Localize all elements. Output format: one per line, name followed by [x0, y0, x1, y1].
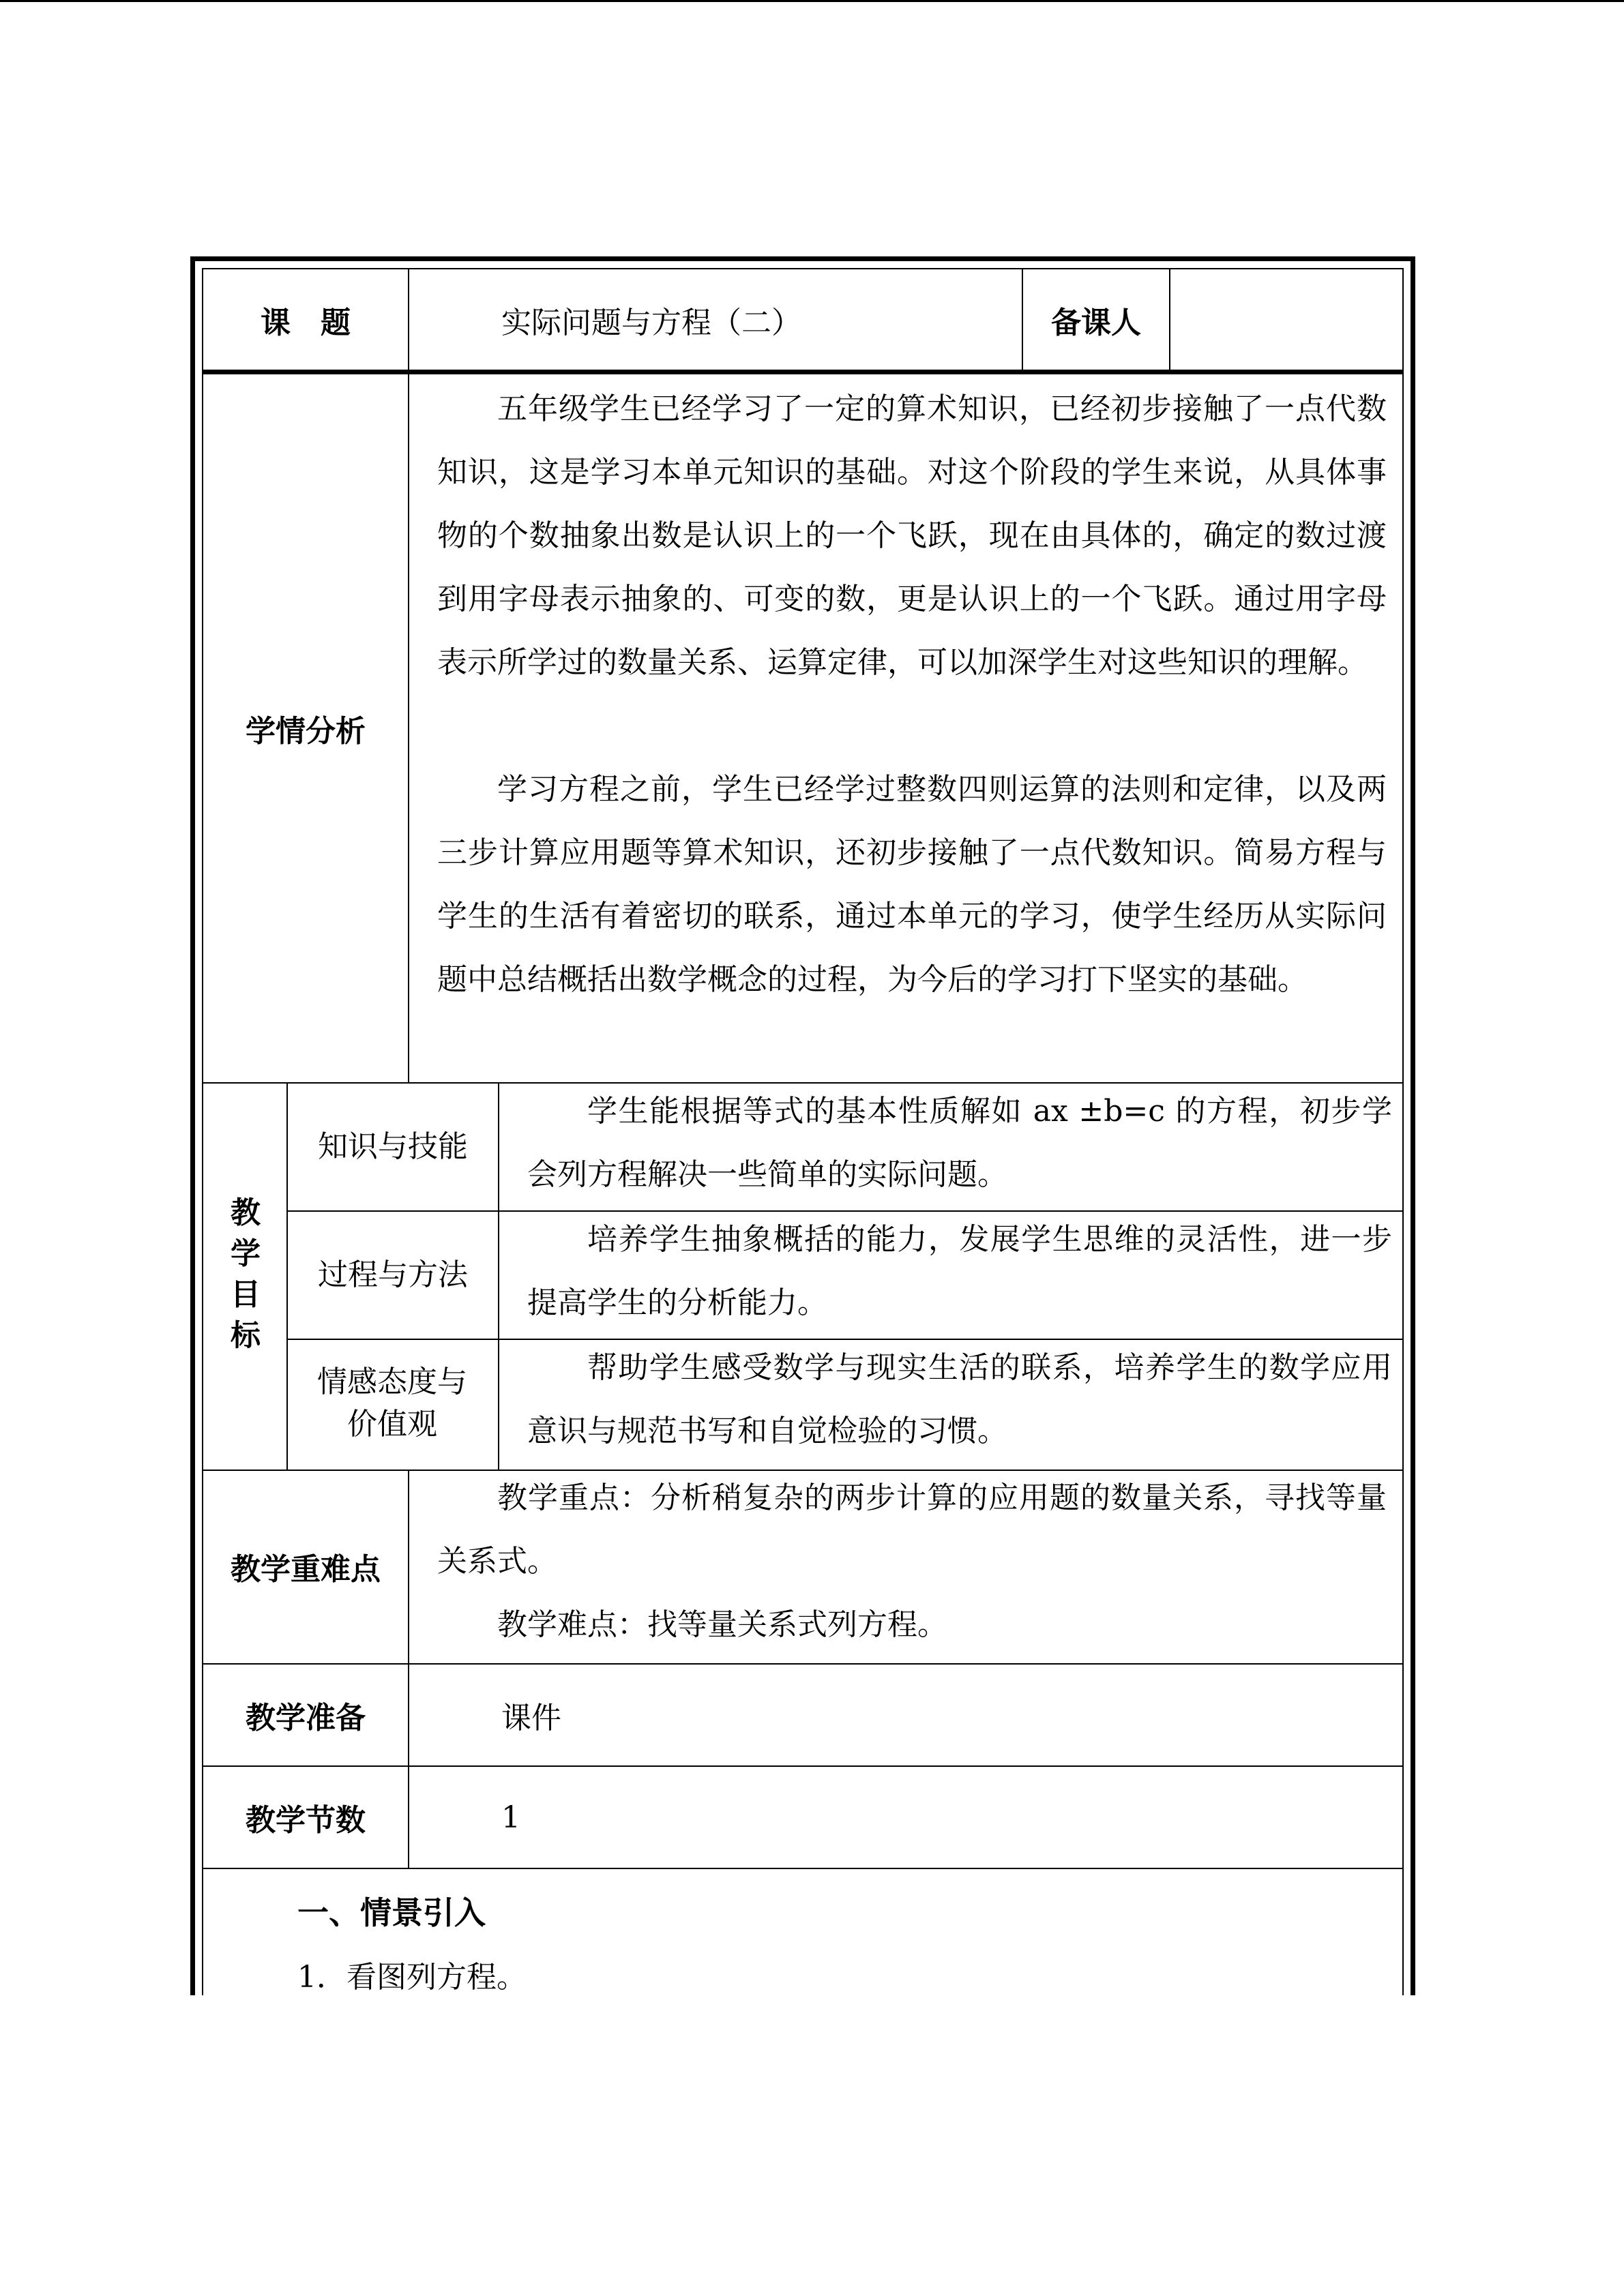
divider: [498, 1084, 499, 1470]
sessions-label: 教学节数: [246, 1803, 366, 1838]
goal-label-process: 过程与方法: [318, 1257, 468, 1292]
goal-label-knowledge: 知识与技能: [318, 1129, 468, 1164]
process-item-1: 1．看图列方程。: [297, 1960, 527, 1995]
goal-text-knowledge: 学生能根据等式的基本性质解如 ax ±b=c 的方程，初步学会列方程解决一些简单的实际问题。: [527, 1094, 1392, 1192]
key-points-label: 教学重难点: [231, 1552, 381, 1587]
lesson-plan-table-inner: [202, 268, 1404, 1995]
teaching-goals-label: 教学目标: [231, 1195, 261, 1353]
divider: [408, 269, 409, 370]
lesson-plan-table: [190, 256, 1415, 1995]
student-analysis-paragraph-1: 五年级学生已经学习了一定的算术知识，已经初步接触了一点代数知识，这是学习本单元知识的基础。对这个阶段的学生来说，从具体事物的个数抽象出数是认识上的一个飞跃，现在由具体的，确定的数过渡到用字母表示抽象的、可变的数，更是认识上的一个飞跃。通过用字母表示所学过的数量关系、运算定律，可以加深学生对这些知识的理解。: [437, 391, 1387, 680]
preparer-value: [1179, 269, 1397, 370]
row-rule: [203, 1868, 1402, 1869]
divider: [408, 1665, 409, 1765]
key-points-focus: 教学重点：分析稍复杂的两步计算的应用题的数量关系，寻找等量关系式。: [437, 1480, 1387, 1579]
header-bottom-rule: [203, 370, 1402, 374]
divider: [408, 1471, 409, 1663]
key-points-difficulty: 教学难点：找等量关系式列方程。: [497, 1607, 947, 1642]
goal-text-attitude: 帮助学生感受数学与现实生活的联系，培养学生的数学应用意识与规范书写和自觉检验的习惯。: [527, 1350, 1392, 1448]
divider: [1169, 269, 1170, 370]
preparation-label: 教学准备: [246, 1701, 366, 1735]
preparer-label: 备课人: [1051, 305, 1141, 340]
student-analysis-label: 学情分析: [246, 714, 366, 749]
preparation-value: 课件: [501, 1701, 561, 1735]
topic-value: 实际问题与方程（二）: [501, 305, 801, 340]
sessions-value: 1: [501, 1800, 520, 1835]
divider: [408, 374, 409, 1082]
divider: [408, 1767, 409, 1868]
process-heading: 一、情景引入: [297, 1894, 486, 1931]
student-analysis-paragraph-2: 学习方程之前，学生已经学过整数四则运算的法则和定律，以及两三步计算应用题等算术知识，还初步接触了一点代数知识。简易方程与学生的生活有着密切的联系，通过本单元的学习，使学生经历从实际问题中总结概括出数学概念的过程，为今后的学习打下坚实的基础。: [437, 772, 1387, 997]
topic-label: 课 题: [261, 305, 351, 340]
page-top-rule: [0, 0, 1624, 2]
goal-label-attitude: 情感态度与价值观: [317, 1365, 467, 1442]
goal-text-process: 培养学生抽象概括的能力，发展学生思维的灵活性，进一步提高学生的分析能力。: [527, 1222, 1392, 1320]
